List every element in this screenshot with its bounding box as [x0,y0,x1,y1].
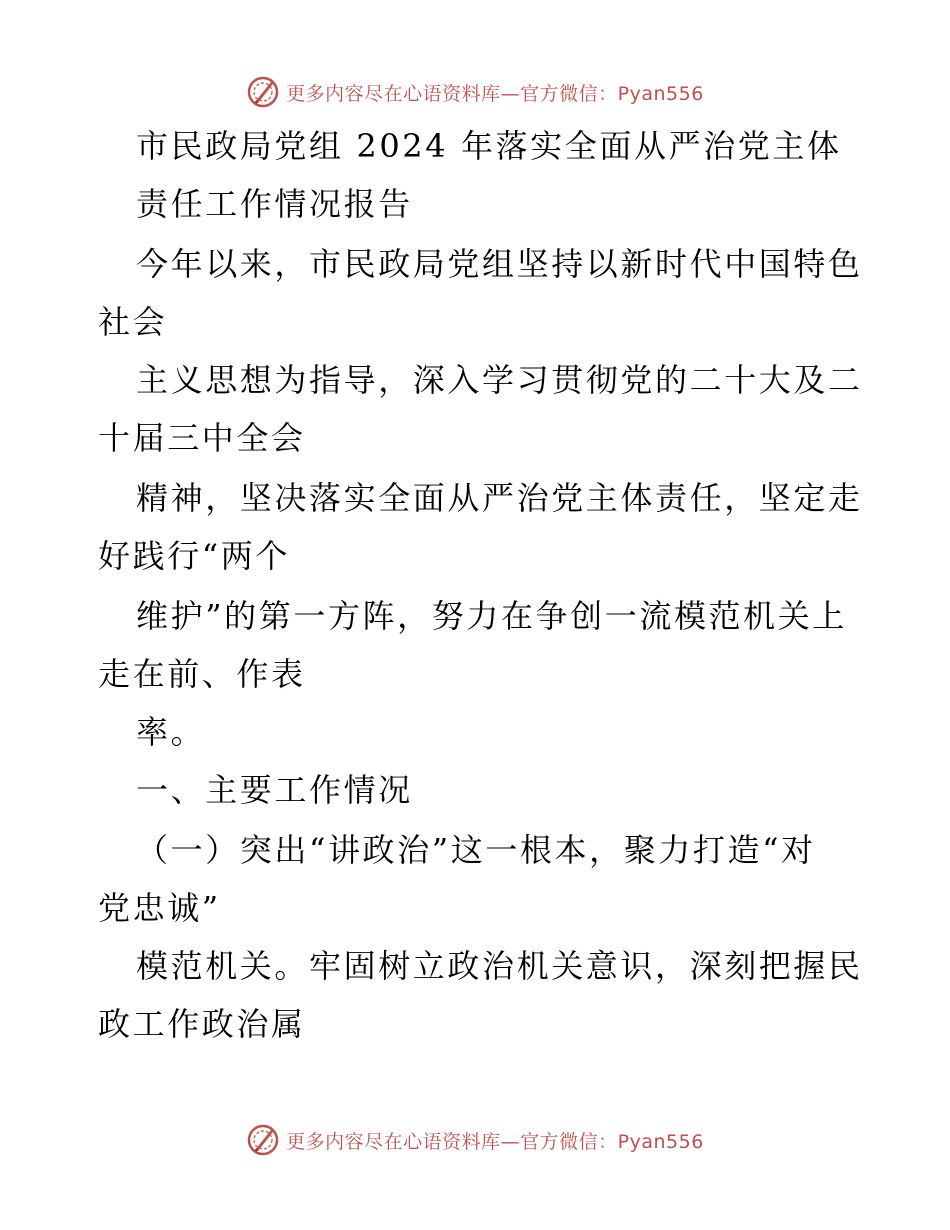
watermark-text: 更多内容尽在心语资料库—官方微信：Pyan556 [286,1130,704,1153]
paragraph-line: 今年以来，市民政局党组坚持以新时代中国特色 [136,245,863,283]
paragraph-line: 社会 [98,303,168,341]
document-title-line-2: 责任工作情况报告 [136,185,413,223]
paragraph-line: 政工作政治属 [98,1005,306,1043]
watermark-text: 更多内容尽在心语资料库—官方微信：Pyan556 [286,82,704,105]
paragraph-line: 率。 [136,713,206,751]
paragraph-line: 精神，坚决落实全面从严治党主体责任，坚定走 [136,479,863,517]
subsection-heading-line: （一）突出“讲政治”这一根本，聚力打造“对 [136,831,816,869]
document-title-line-1: 市民政局党组 2024 年落实全面从严治党主体 [136,127,842,165]
paragraph-line: 十届三中全会 [98,419,306,457]
section-heading: 一、主要工作情况 [136,771,413,809]
quill-seal-logo-icon [246,75,280,109]
subsection-heading-line: 党忠诚” [98,889,221,927]
quill-seal-logo-icon [246,1123,280,1157]
header-watermark [0,72,950,112]
paragraph-line: 走在前、作表 [98,655,306,693]
footer-watermark [0,1120,950,1160]
paragraph-line: 模范机关。牢固树立政治机关意识，深刻把握民 [136,947,863,985]
paragraph-line: 维护”的第一方阵，努力在争创一流模范机关上 [136,597,847,635]
paragraph-line: 好践行“两个 [98,537,290,575]
paragraph-line: 主义思想为指导，深入学习贯彻党的二十大及二 [136,361,863,399]
